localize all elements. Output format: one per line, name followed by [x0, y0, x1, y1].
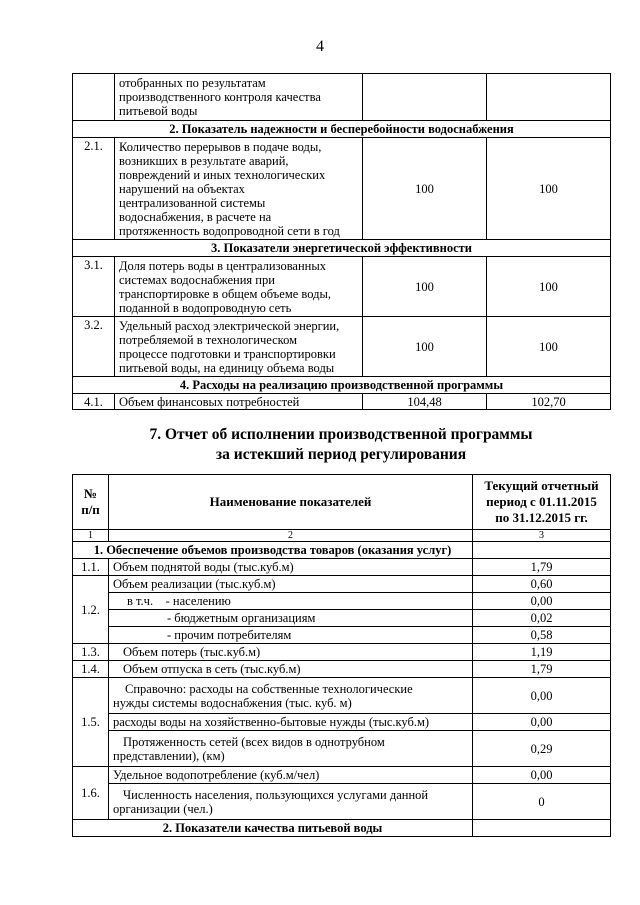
- indicator-name: Объем поднятой воды (тыс.куб.м): [109, 559, 473, 576]
- indicator-name: Протяженность сетей (всех видов в однотрубном представлении), (км): [109, 731, 473, 767]
- indicator-description: Количество перерывов в подаче воды, возникших в результате аварий, повреждений и иных технологических нарушений на объектах централизованной системы водоснабжения, в расчете на протяженность водопроводной сети в год: [115, 138, 363, 240]
- program-report-table: [72, 474, 611, 837]
- value-cell: 1,79: [473, 661, 611, 678]
- indicators-table-continued: [72, 73, 611, 410]
- indicator-name: Справочно: расходы на собственные технологические нужды системы водоснабжения (тыс. куб. м): [109, 678, 473, 714]
- section-heading: 3. Показатели энергетической эффективности: [73, 240, 611, 257]
- row-number: 3.1.: [73, 257, 115, 317]
- row-number: 1.4.: [73, 661, 109, 678]
- header-period: Текущий отчетный период с 01.11.2015 по 31.12.2015 гг.: [473, 475, 611, 530]
- indicator-name: Объем отпуска в сеть (тыс.куб.м): [109, 661, 473, 678]
- value-cell: 0,00: [473, 714, 611, 731]
- indicator-description: Объем финансовых потребностей: [115, 394, 363, 410]
- value-cell: 0,60: [473, 576, 611, 593]
- page-number: 4: [316, 38, 324, 55]
- value-cell: 100: [363, 317, 487, 377]
- table-row: [73, 644, 611, 661]
- indicator-description: Удельный расход электрической энергии, потребляемой в технологическом процессе подготовки и транспортировки питьевой воды, на единицу объема воды: [115, 317, 363, 377]
- header-name: Наименование показателей: [109, 475, 473, 530]
- table-row: [73, 767, 611, 784]
- table-row: [73, 317, 611, 377]
- section-heading: 2. Показатели качества питьевой воды: [73, 820, 473, 837]
- value-cell: 1,19: [473, 644, 611, 661]
- indicator-name: в т.ч. - населению: [109, 593, 473, 610]
- indicator-name: - прочим потребителям: [109, 627, 473, 644]
- value-cell: 104,48: [363, 394, 487, 410]
- table-row: [73, 394, 611, 410]
- section-heading: 1. Обеспечение объемов производства товаров (оказания услуг): [73, 542, 473, 559]
- table-row: [73, 714, 611, 731]
- table-row: [73, 559, 611, 576]
- row-number: 1.2.: [73, 576, 109, 644]
- value-cell: 0,58: [473, 627, 611, 644]
- row-number: 1.1.: [73, 559, 109, 576]
- value-cell: 0,02: [473, 610, 611, 627]
- table-row: [73, 610, 611, 627]
- indicator-name: Удельное водопотребление (куб.м/чел): [109, 767, 473, 784]
- table-header-row: [73, 475, 611, 530]
- section-heading: 4. Расходы на реализацию производственной программы: [73, 377, 611, 394]
- table-row: [73, 627, 611, 644]
- table-row: [73, 661, 611, 678]
- row-number: [73, 74, 115, 121]
- row-number: 2.1.: [73, 138, 115, 240]
- value-cell: 100: [487, 317, 611, 377]
- indicator-description: Доля потерь воды в централизованных системах водоснабжения при транспортировке в общем объеме воды, поданной в водопроводную сеть: [115, 257, 363, 317]
- value-cell: 102,70: [487, 394, 611, 410]
- row-number: 1.6.: [73, 767, 109, 820]
- indicator-name: Объем потерь (тыс.куб.м): [109, 644, 473, 661]
- table-row: [73, 678, 611, 714]
- table-row: [73, 74, 611, 121]
- indicator-name: Численность населения, пользующихся услугами данной организации (чел.): [109, 784, 473, 820]
- value-cell: 100: [487, 138, 611, 240]
- value-cell: 0,00: [473, 767, 611, 784]
- value-cell: 100: [363, 257, 487, 317]
- table-row: [73, 784, 611, 820]
- indicator-name: - бюджетным организациям: [109, 610, 473, 627]
- table-row: [73, 257, 611, 317]
- value-cell: 0,00: [473, 678, 611, 714]
- value-cell: 0,29: [473, 731, 611, 767]
- row-number: 1.5.: [73, 678, 109, 767]
- value-cell: 100: [363, 138, 487, 240]
- header-num: № п/п: [73, 475, 109, 530]
- indicator-name: Объем реализации (тыс.куб.м): [109, 576, 473, 593]
- value-cell: 0,00: [473, 593, 611, 610]
- section-heading: 2. Показатель надежности и бесперебойности водоснабжения: [73, 121, 611, 138]
- row-number: 3.2.: [73, 317, 115, 377]
- table-row: [73, 138, 611, 240]
- value-cell: 100: [487, 257, 611, 317]
- table-row: [73, 593, 611, 610]
- indicator-description: отобранных по результатам производственного контроля качества питьевой воды: [115, 74, 363, 121]
- table-row: [73, 731, 611, 767]
- value-cell: 1,79: [473, 559, 611, 576]
- section-title: 7. Отчет об исполнении производственной программы за истекший период регулирования: [149, 426, 533, 463]
- value-cell: 0: [473, 784, 611, 820]
- row-number: 4.1.: [73, 394, 115, 410]
- indicator-name: расходы воды на хозяйственно-бытовые нужды (тыс.куб.м): [109, 714, 473, 731]
- row-number: 1.3.: [73, 644, 109, 661]
- table-row: [73, 576, 611, 593]
- index-row: 1 2 3: [73, 530, 611, 542]
